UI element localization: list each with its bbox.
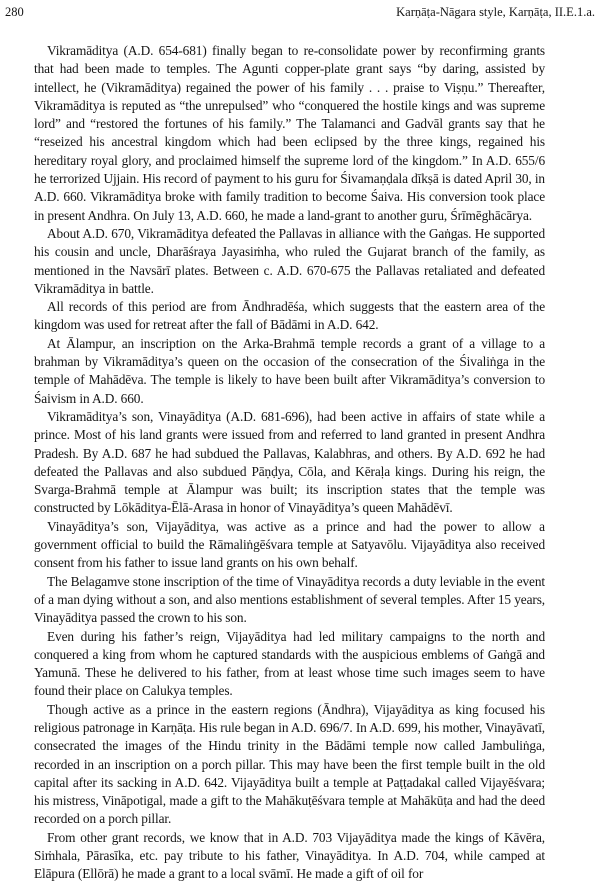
paragraph-pallava-alliance: About A.D. 670, Vikramāditya defeated the Pallavas in alliance with the Gaṅgas. He supported his cousin and uncle, Dharāśraya Jayasiṁha, who ruled the Gujarat branch of the family, as mentioned in the Navsārī plates. Between c. A.D. 670-675 the Pallavas retaliated and defeated Vikramāditya in battle. xyxy=(34,225,545,296)
paragraph-vikramaditya-reconsolidation: Vikramāditya (A.D. 654-681) finally began to re-consolidate power by reconfirming grants that had been made to temples. The Agunti copper-plate grant says “by daring, assisted by intellect, he (Vikramāditya) regained the power of his family . . . praise to Viṣṇu.” Thereafter, Vikramāditya is reputed as “the unrepulsed” who “conquered the hostile kings and was supreme lord” and “restored the fortunes of his family.” The Talamanci and Gadvāl grants say that he “reseized his ancestral kingdom which had been eclipsed by the three kings, regained his hereditary royal glory, and proclaimed himself the supreme lord of the kingdom.” In A.D. 655/6 he terrorized Ujjain. His record of payment to his guru for Śivamaṇḍala dīkṣā is dated April 30, in A.D. 660. Vikramāditya broke with family tradition to become Śaiva. His conversion took place in present Andhra. On July 13, A.D. 660, he made a land-grant to another guru, Śrīmēghācārya. xyxy=(34,43,545,223)
body-text xyxy=(34,42,545,882)
paragraph-vinayaditya: Vikramāditya’s son, Vinayāditya (A.D. 681-696), had been active in affairs of state while a prince. Most of his land grants were issued from and referred to land granted in present Andhra Pradesh. By A.D. 687 he had subdued the Pallavas, Kalabhras, and others. By A.D. 692 he had defeated the Pallavas and also subdued Pāṇḍya, Cōla, and Kēraḷa kings. During his reign, the Svarga-Brahmā temple at Ālampur was built; its inscription states that the temple was constructed by Lōkāditya-Ēlā-Arasa in honor of Vinayāditya’s queen Mahādēvī. xyxy=(34,408,545,516)
paragraph-belagamve-inscription: The Belagamve stone inscription of the time of Vinayāditya records a duty leviable in the event of a man dying without a son, and also mentions establishment of several temples. After 15 years, Vinayāditya passed the crown to his son. xyxy=(34,573,545,626)
paragraph-military-campaigns: Even during his father’s reign, Vijayāditya had led military campaigns to the north and conquered a king from whom he captured standards with the auspicious emblems of Gaṅgā and Yamunā. These he delivered to his father, from at least whose time such images seem to have found their place on Calukya temples. xyxy=(34,628,545,699)
paragraph-andhradesa-records: All records of this period are from Āndhradēśa, which suggests that the eastern area of the kingdom was used for retreat after the fall of Bādāmi in A.D. 642. xyxy=(34,299,545,333)
paragraph-religious-patronage: Though active as a prince in the eastern regions (Āndhra), Vijayāditya as king focused his religious patronage in Karṇāṭa. His rule began in A.D. 696/7. In A.D. 699, his mother, Vinayāvatī, consecrated the images of the Hindu trinity in the Bādāmi temple now called Jambuliṅga, recorded in an inscription on a porch pillar. This may have been the first temple built in the old capital after its sacking in A.D. 642. Vijayāditya built a temple at Paṭṭadakal called Vijayēśvara; his mistress, Vināpotigal, made a gift to the Mahākuṭēśvara temple at Mahākūṭa and had the deed recorded on a porch pillar. xyxy=(34,701,545,827)
paragraph-vijayaditya-prince: Vinayāditya’s son, Vijayāditya, was active as a prince and had the power to allow a government official to build the Rāmaliṅgēśvara temple at Satyavōlu. Vijayāditya also received consent from his father to issue land grants on his own behalf. xyxy=(34,518,545,571)
running-head: Karṇāṭa-Nāgara style, Karṇāṭa, II.E.1.a. xyxy=(396,5,595,19)
page-number: 280 xyxy=(5,5,24,19)
paragraph-grant-records: From other grant records, we know that in A.D. 703 Vijayāditya made the kings of Kāvēra, Siṁhala, Pārasīka, etc. pay tribute to his father, Vinayāditya. In A.D. 704, while camped at Elāpura (Ellōrā) he made a grant to a local svāmī. He made a gift of oil for xyxy=(34,829,545,882)
paragraph-alampur-inscription: At Ālampur, an inscription on the Arka-Brahmā temple records a grant of a village to a brahman by Vikramāditya’s queen on the occasion of the consecration of the Śivaliṅga in the temple of Mahādēva. The temple is likely to have been built after Vikramāditya’s conversion to Śaivism in A.D. 660. xyxy=(34,335,545,406)
page-header xyxy=(5,3,595,21)
